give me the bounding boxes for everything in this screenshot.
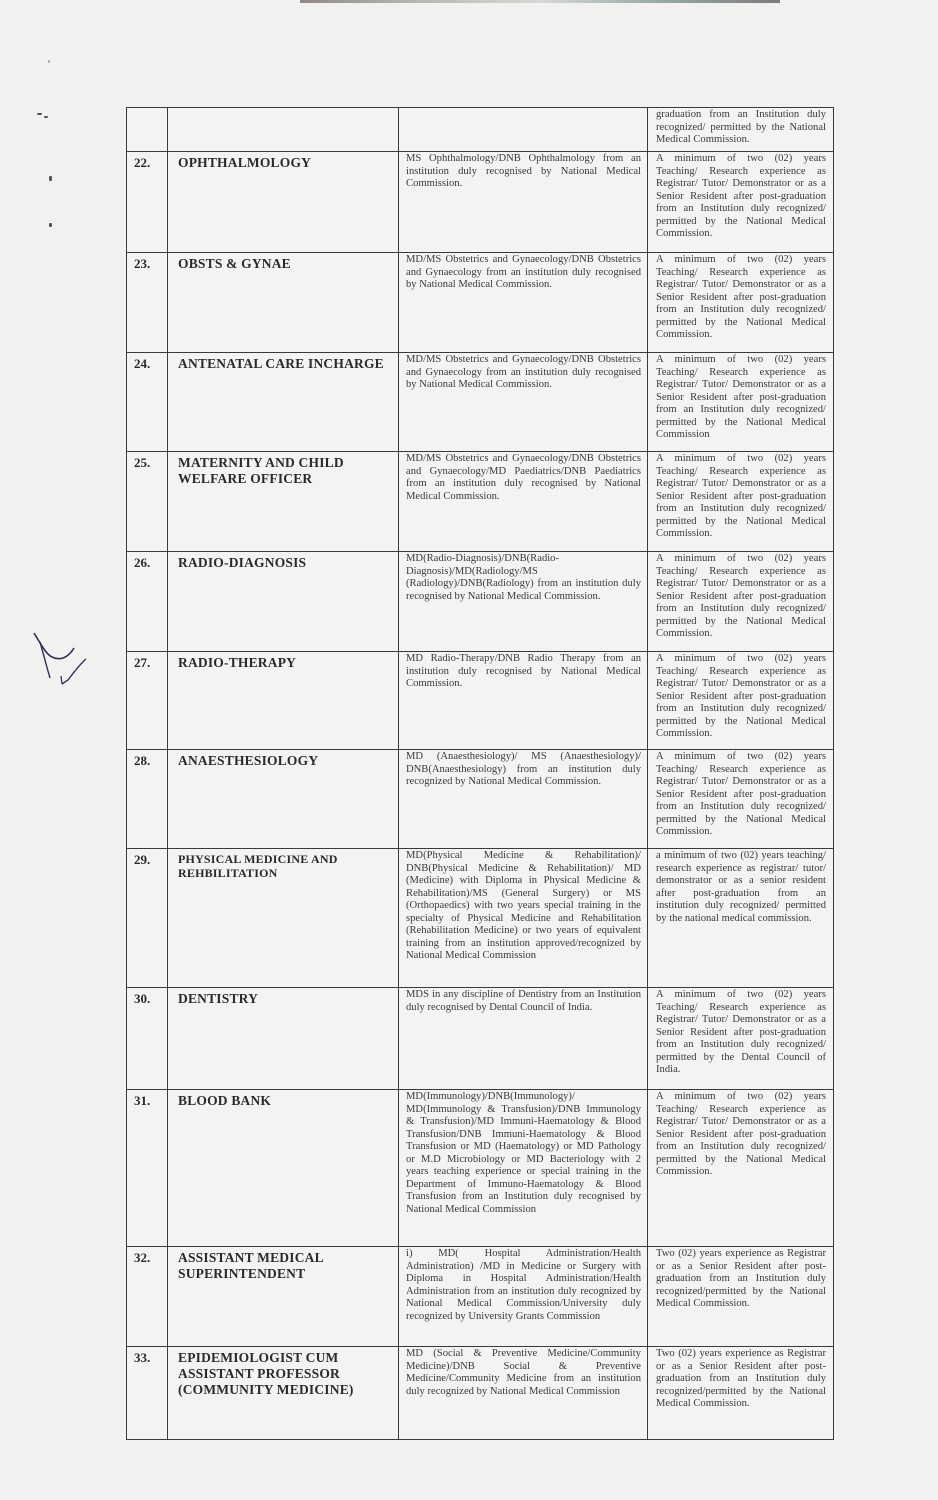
post-cell: OBSTS & GYNAE (168, 253, 399, 353)
table-row (127, 152, 834, 253)
sno-cell: 27. (127, 652, 168, 750)
post-cell: PHYSICAL MEDICINE AND REHBILITATION (168, 849, 399, 988)
margin-mark (44, 116, 48, 118)
post-cell: EPIDEMIOLOGIST CUM ASSISTANT PROFESSOR (COMMUNITY MEDICINE) (168, 1347, 399, 1440)
table-row-continuation (127, 108, 834, 152)
sno-cell: 26. (127, 552, 168, 652)
scan-top-edge (300, 0, 780, 3)
sno-cell: 33. (127, 1347, 168, 1440)
table-row (127, 1247, 834, 1347)
experience-cell: A minimum of two (02) years Teaching/ Research experience as Registrar/ Tutor/ Demonstrator or as a Senior Resident after post-graduation from an Institution duly recognized/ permitted by the National Medical Commission. (648, 750, 834, 849)
sno-cell: 24. (127, 353, 168, 452)
sno-cell (127, 108, 168, 152)
experience-cell: graduation from an Institution duly recognized/ permitted by the National Medical Commission. (648, 108, 834, 152)
qualification-cell: MS Ophthalmology/DNB Ophthalmology from an institution duly recognised by National Medical Commission. (399, 152, 648, 253)
post-cell: MATERNITY AND CHILD WELFARE OFFICER (168, 452, 399, 552)
table-row (127, 750, 834, 849)
table-row (127, 353, 834, 452)
table-row (127, 652, 834, 750)
experience-cell: A minimum of two (02) years Teaching/ Research experience as Registrar/ Tutor/ Demonstrator or as a Senior Resident after post-graduation from an Institution duly recognized/ permitted by the National Medical Commission. (648, 152, 834, 253)
signature-initials (28, 628, 92, 688)
sno-cell: 31. (127, 1090, 168, 1247)
qualification-cell: MD/MS Obstetrics and Gynaecology/DNB Obstetrics and Gynaecology/MD Paediatrics/DNB Paediatrics from an institution duly recognised by National Medical Commission. (399, 452, 648, 552)
table-row (127, 552, 834, 652)
margin-mark (48, 60, 50, 63)
qualification-cell: MD/MS Obstetrics and Gynaecology/DNB Obstetrics and Gynaecology from an institution duly recognised by National Medical Commission. (399, 253, 648, 353)
experience-cell: Two (02) years experience as Registrar or as a Senior Resident after post-graduation from an Institution duly recognized/permitted by the National Medical Commission. (648, 1347, 834, 1440)
margin-mark (37, 113, 42, 115)
post-cell: RADIO-THERAPY (168, 652, 399, 750)
table-row (127, 1090, 834, 1247)
qualification-cell: MD Radio-Therapy/DNB Radio Therapy from an institution duly recognised by National Medical Commission. (399, 652, 648, 750)
qualification-cell: i) MD( Hospital Administration/Health Administration) /MD in Medicine or Surgery with Diploma in Hospital Administration/Health Administration from an institution duly recognized by National Medical Commission/University duly recognized by University Grants Commission (399, 1247, 648, 1347)
experience-cell: A minimum of two (02) years Teaching/ Research experience as Registrar/ Tutor/ Demonstrator or as a Senior Resident after post-graduation from an Institution duly recognized/ permitted by the National Medical Commission. (648, 1090, 834, 1247)
post-cell: DENTISTRY (168, 988, 399, 1090)
qualification-cell: MD(Radio-Diagnosis)/DNB(Radio-Diagnosis)/MD(Radiology/MS (Radiology)/DNB(Radiology) from an institution duly recognised by National Medical Commission. (399, 552, 648, 652)
post-cell: ASSISTANT MEDICAL SUPERINTENDENT (168, 1247, 399, 1347)
sno-cell: 29. (127, 849, 168, 988)
experience-cell: Two (02) years experience as Registrar or as a Senior Resident after post-graduation from an Institution duly recognized/permitted by the National Medical Commission. (648, 1247, 834, 1347)
qualification-cell: MDS in any discipline of Dentistry from an Institution duly recognised by Dental Council of India. (399, 988, 648, 1090)
qualification-cell: MD (Anaesthesiology)/ MS (Anaesthesiology)/ DNB(Anaesthesiology) from an institution duly recognized by National Medical Commission. (399, 750, 648, 849)
post-cell: RADIO-DIAGNOSIS (168, 552, 399, 652)
qualification-cell: MD(Immunology)/DNB(Immunology)/ MD(Immunology & Transfusion)/DNB Immunology & Transfusion)/MD Immuni-Haematology & Blood Transfusion/DNB Immuni-Haematology & Blood Transfusion or MD (Haematology) or MD Pathology or M.D Microbiology or MD Bacteriology with 2 years teaching experience or special training in the Department of Immuno-Haematology & Blood Transfusion from an Institution duly recognised by National Medical Commission (399, 1090, 648, 1247)
post-cell: ANTENATAL CARE INCHARGE (168, 353, 399, 452)
sno-cell: 23. (127, 253, 168, 353)
experience-cell: A minimum of two (02) years Teaching/ Research experience as Registrar/ Tutor/ Demonstrator or as a Senior Resident after post-graduation from an Institution duly recognized/ permitted by the National Medical Commission. (648, 253, 834, 353)
table-row (127, 988, 834, 1090)
table-row (127, 452, 834, 552)
sno-cell: 28. (127, 750, 168, 849)
table-row (127, 253, 834, 353)
experience-cell: a minimum of two (02) years teaching/ research experience as registrar/ tutor/ demonstrator or as a senior resident after post-graduation from an institution duly recognized/ permitted by the national medical commission. (648, 849, 834, 988)
post-cell: BLOOD BANK (168, 1090, 399, 1247)
margin-mark (49, 223, 52, 227)
post-cell (168, 108, 399, 152)
experience-cell: A minimum of two (02) years Teaching/ Research experience as Registrar/ Tutor/ Demonstrator or as a Senior Resident after post-graduation from an Institution duly recognized/ permitted by the National Medical Commission (648, 353, 834, 452)
table-row (127, 849, 834, 988)
table-row (127, 1347, 834, 1440)
qualification-cell: MD/MS Obstetrics and Gynaecology/DNB Obstetrics and Gynaecology from an institution duly recognised by National Medical Commission. (399, 353, 648, 452)
eligibility-table (126, 107, 834, 1440)
post-cell: ANAESTHESIOLOGY (168, 750, 399, 849)
qualification-cell: MD(Physical Medicine & Rehabilitation)/ DNB(Physical Medicine & Rehabilitation)/ MD (Medicine) with Diploma in Physical Medicine & Rehabilitation)/MS (General Surgery) or MS (Orthopaedics) with two years special training in the specialty of Physical Medicine and Rehabilitation (Rehabilitation Medicine) or two years of equivalent training from an institution approved/recognized by National Medical Commission (399, 849, 648, 988)
qualification-cell (399, 108, 648, 152)
margin-mark (49, 176, 52, 181)
sno-cell: 30. (127, 988, 168, 1090)
sno-cell: 22. (127, 152, 168, 253)
experience-cell: A minimum of two (02) years Teaching/ Research experience as Registrar/ Tutor/ Demonstrator or as a Senior Resident after post-graduation from an Institution duly recognized/ permitted by the National Medical Commission. (648, 652, 834, 750)
experience-cell: A minimum of two (02) years Teaching/ Research experience as Registrar/ Tutor/ Demonstrator or as a Senior Resident after post-graduation from an Institution duly recognized/ permitted by the Dental Council of India. (648, 988, 834, 1090)
sno-cell: 32. (127, 1247, 168, 1347)
sno-cell: 25. (127, 452, 168, 552)
experience-cell: A minimum of two (02) years Teaching/ Research experience as Registrar/ Tutor/ Demonstrator or as a Senior Resident after post-graduation from an Institution duly recognized/ permitted by the National Medical Commission. (648, 452, 834, 552)
experience-cell: A minimum of two (02) years Teaching/ Research experience as Registrar/ Tutor/ Demonstrator or as a Senior Resident after post-graduation from an Institution duly recognized/ permitted by the National Medical Commission. (648, 552, 834, 652)
qualification-cell: MD (Social & Preventive Medicine/Community Medicine)/DNB Social & Preventive Medicine/Community Medicine from an institution duly recognized by National Medical Commission (399, 1347, 648, 1440)
post-cell: OPHTHALMOLOGY (168, 152, 399, 253)
